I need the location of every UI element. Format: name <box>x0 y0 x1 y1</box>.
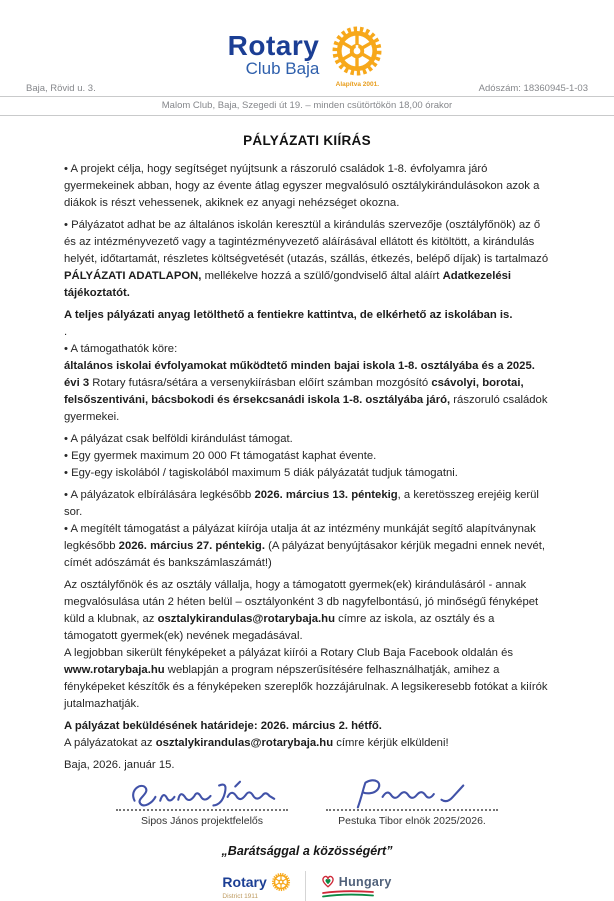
footer-hungary-wordmark: Hungary <box>338 874 392 889</box>
text-run: . <box>64 326 68 338</box>
hungary-logo <box>320 874 392 898</box>
text-run: A pályázat beküldésének határideje: 2026. március 2. hétfő. <box>64 720 382 732</box>
text-run: Adatkezelési tájékoztatót. <box>64 270 512 299</box>
club-motto: „Barátsággal a közösségért” <box>221 844 393 858</box>
footer-logo-divider <box>305 871 306 901</box>
page-title: PÁLYÁZATI KIÍRÁS <box>243 133 371 148</box>
text-run: PÁLYÁZATI ADATLAPON, <box>64 270 202 282</box>
signature-column-right <box>318 776 506 827</box>
paragraph <box>64 341 550 358</box>
paragraph <box>64 487 550 521</box>
meeting-info: Malom Club, Baja, Szegedi út 19. – minden csütörtökön 18,00 órakor <box>161 100 453 111</box>
tax-number: Adószám: 18360945-1-03 <box>478 83 588 94</box>
signature-line <box>116 809 288 811</box>
signatory-name-right: Pestuka Tibor elnök 2025/2026. <box>338 815 486 827</box>
text-run: osztalykirandulas@rotarybaja.hu <box>157 613 335 625</box>
signature-line <box>326 809 498 811</box>
text-run: csávolyi, borotai, felsőszentiváni, bácsbokodi és érsekcsanádi iskola 1-8. osztályába járó, <box>64 377 524 406</box>
text-run: Baja, 2026. január 15. <box>64 759 175 771</box>
signatory-name-left: Sipos János projektfelelős <box>141 815 263 827</box>
paragraph <box>64 431 550 448</box>
paragraph <box>64 161 550 212</box>
text-run: • Egy-egy iskolából / tagiskolából maximum 5 diák pályázatát tudjuk támogatni. <box>64 467 458 479</box>
text-run: • Egy gyermek maximum 20 000 Ft támogatást kaphat évente. <box>64 450 377 462</box>
signature-block <box>0 776 614 827</box>
paragraph <box>64 577 550 645</box>
text-run: • A megítélt támogatást a pályázat kiírója utalja át az intézmény munkáját segítő alapítványnak legkésőbb <box>64 523 536 552</box>
paragraph <box>64 645 550 713</box>
text-run: • A projekt célja, hogy segítséget nyújtsunk a rászoruló családok 1-8. évfolyamra járó gyermekeinek abban, hogy az évente átlag egyszer megvalósuló osztálykirándulásokon azok a diákok is részt vehessenek, akiknek ez anyagi nehézséget okozna. <box>64 163 540 209</box>
club-address: Baja, Rövid u. 3. <box>26 83 96 94</box>
logo-rotary-wordmark: Rotary <box>227 30 320 61</box>
text-run: Rotary futásra/sétára a versenykiírásban előírt számban mozgósító <box>92 377 432 389</box>
logo-founded-text: Alapítva 2001. <box>335 81 380 88</box>
hungary-heart-icon <box>320 874 336 889</box>
text-run: • Pályázatot adhat be az általános iskolán keresztül a kirándulás szervezője (osztályfőnök) az ő és az intézményvezető vagy a tagintézményvezető aláírásával ellátott és kitöltött, a kirándulás helyét, időtartamát, részletes költségvetését (utazás, szállás, étkezés, belépő díjak) is tartalmazó <box>64 219 549 265</box>
paragraph <box>64 324 550 341</box>
hungary-flag-swoosh-icon <box>320 890 376 898</box>
text-run: rászoruló családok gyermekei. <box>64 394 548 423</box>
text-run: • A pályázat csak belföldi kirándulást támogat. <box>64 433 293 445</box>
text-run: (A pályázat benyújtásakor kérjük megadni ennek nevét, címét adószámát és bankszámlaszámát!) <box>64 540 546 569</box>
paragraph <box>64 307 550 324</box>
logo-club-baja-text: Club Baja <box>245 59 320 78</box>
text-run: mellékelve hozzá a szülő/gondviselő által aláírt <box>201 270 443 282</box>
paragraph <box>64 358 550 426</box>
letterhead <box>0 0 614 96</box>
header-divider-bottom <box>0 115 614 116</box>
text-run: 2026. március 13. péntekig <box>254 489 398 501</box>
text-run: osztalykirandulas@rotarybaja.hu <box>155 737 334 749</box>
text-run: általános iskolai évfolyamokat működtető minden bajai iskola 1-8. osztályába és a 2025. évi 3 <box>64 360 535 389</box>
text-run: A legjobban sikerült fényképeket a pályázat kiírói a Rotary Club Baja Facebook oldalán és <box>64 647 514 659</box>
text-run: címre az iskola, az osztály és a támogatott gyermek(ek) nevének megadásával. <box>64 613 495 642</box>
paragraph <box>64 521 550 572</box>
text-run: Az osztályfőnök és az osztály vállalja, hogy a támogatott gyermek(ek) kirándulásáról - annak megvalósulása után 2 héten belül – osztályonként 3 db nagyfelbontású, jó minőségű fényképet küld a klubnak, az <box>64 579 539 625</box>
paragraph <box>64 448 550 465</box>
document-body <box>64 161 550 774</box>
rotary-wheel-icon <box>330 24 384 78</box>
signature-column-left <box>108 776 296 827</box>
text-run: www.rotarybaja.hu <box>64 664 165 676</box>
text-run: 2026. március 27. péntekig. <box>118 540 265 552</box>
paragraph <box>64 735 550 752</box>
rotary-district-logo <box>222 872 290 900</box>
footer-logos <box>0 871 614 901</box>
rotary-wheel-icon <box>271 872 291 892</box>
paragraph <box>64 757 550 774</box>
paragraph <box>64 718 550 735</box>
text-run: A pályázatokat az <box>64 737 156 749</box>
text-run: weblapján a program népszerűsítésére felhasználhatják, amihez a fényképeket készítők és a fényképeken szereplők hozzájárulnak. A legsikeresebb fotókat a kiírók jutalmazhatják. <box>64 664 548 710</box>
text-run: A teljes pályázati anyag letölthető a fentiekre kattintva, de elkérhető az iskolában is. <box>64 309 513 321</box>
footer-rotary-wordmark: Rotary <box>222 874 267 890</box>
text-run: • A támogathatók köre: <box>64 343 178 355</box>
footer-district-text: District 1911 <box>222 893 259 900</box>
text-run: • A pályázatok elbírálására legkésőbb <box>64 489 255 501</box>
text-run: címre kérjük elküldeni! <box>333 737 449 749</box>
rotary-club-baja-logo <box>0 24 614 88</box>
text-run: , a keretösszeg erejéig kerül sor. <box>64 489 539 518</box>
paragraph <box>64 465 550 482</box>
paragraph <box>64 217 550 302</box>
